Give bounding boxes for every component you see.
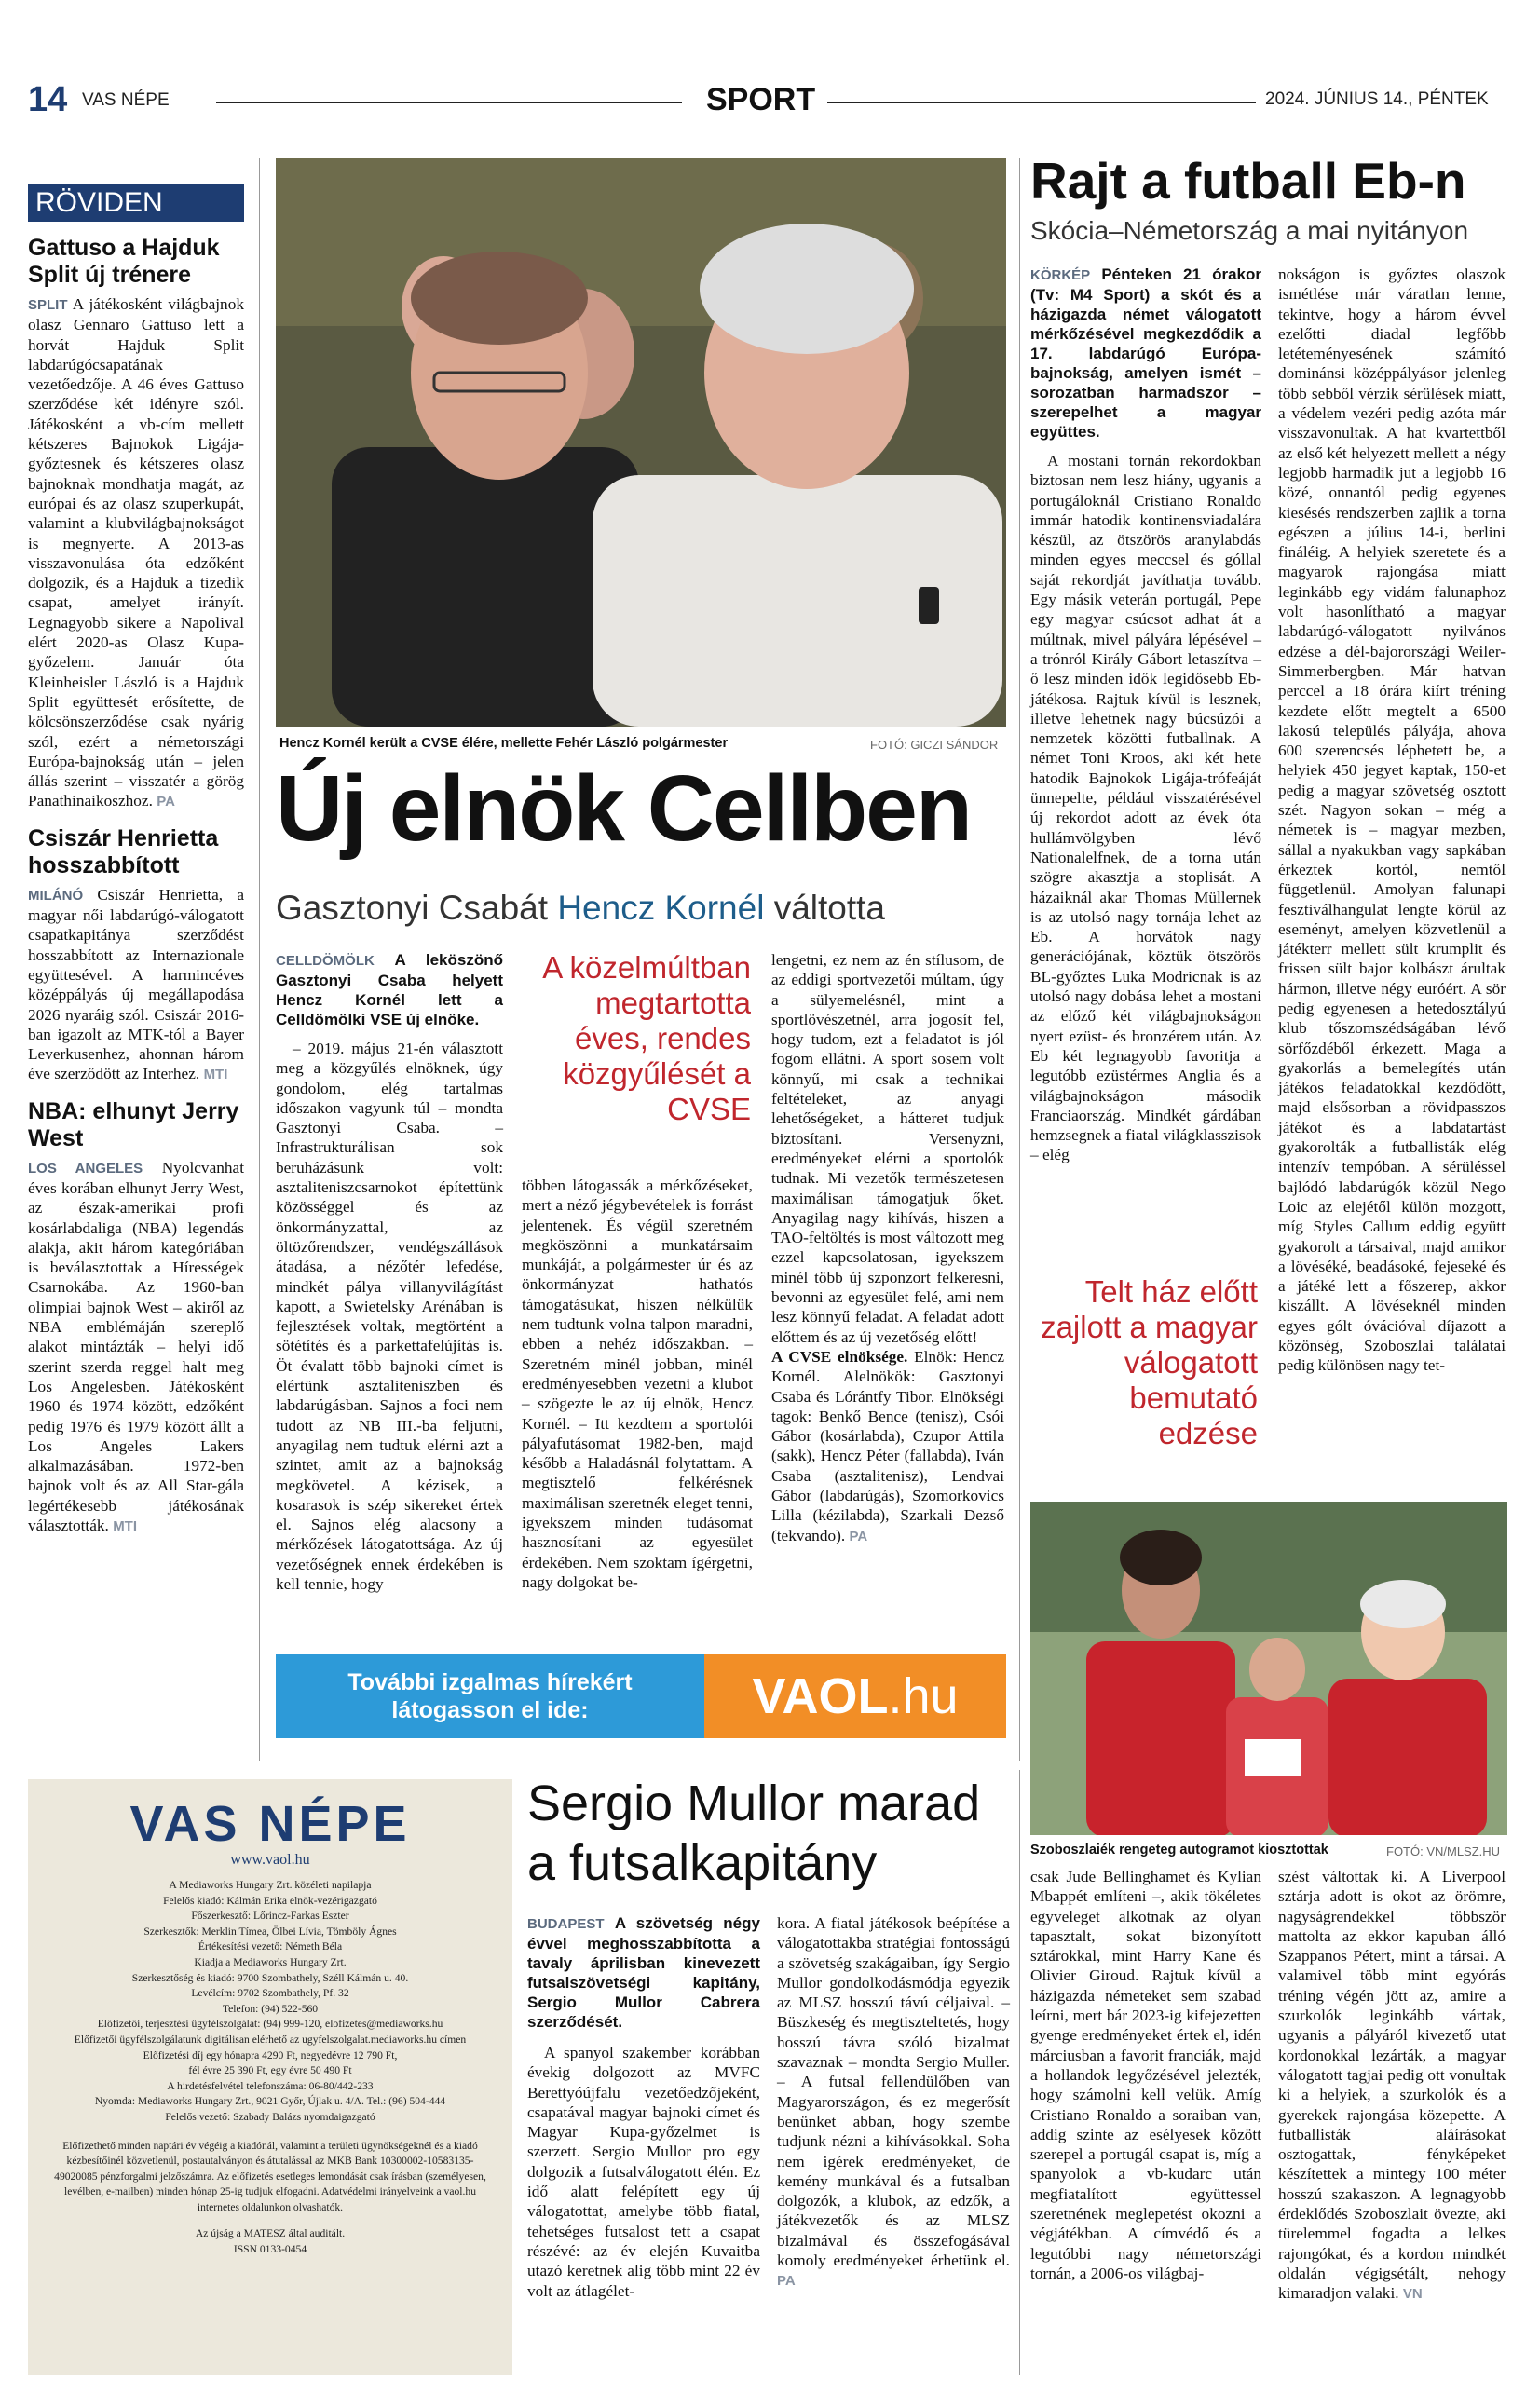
- futsal-lead: A szövetség négy évvel meghosszabbította a tavaly áprilisban kinevezett futsalszövetségi kapitány, Sergio Mullor Cabrera szerződését.: [527, 1914, 760, 2031]
- cell-col-3: [771, 950, 1004, 1546]
- imprint-line: Előfizetői, terjesztési ügyfélszolgálat: (94) 999-120, elofizetes@mediaworks.hu: [97, 2018, 443, 2031]
- euro-photo: [1030, 1502, 1507, 1835]
- paper-name: VAS NÉPE: [82, 90, 170, 110]
- cell-place: CELLDÖMÖLK: [276, 953, 375, 969]
- brief-text: Nyolcvanhat éves korában elhunyt Jerry West, az észak-amerikai profi kosárlabdaliga (NBA) legendás alakja, akit három kategóriában is beválasztottak a Hírességek Csarnokába. Az 1960-ban olimpiai bajnok West – akiről az NBA emblémáján szereplő alakot mintázták – helyi idő szerint szerda reggel halt meg Los Angelesben. Játékosként 1960 és 1974 között, edzőként pedig 1976 és 1979 között állt a Los Angeles Lakers alkalmazásában. 1972-ben bajnok volt és az All Star-gála legértékesebb játékosának választották.: [28, 1158, 244, 1535]
- imprint-line: Szerkesztők: Merklin Tímea, Ölbei Lívia, Tömböly Ágnes: [143, 1925, 397, 1938]
- section-title: SPORT: [706, 82, 816, 117]
- euro-col-3: [1030, 1867, 1261, 2283]
- brief-body: [28, 885, 244, 1085]
- cell-subhead-prefix: Gasztonyi Csabát: [276, 889, 558, 927]
- futsal-headline: Sergio Mullor marad a futsalkapitány: [527, 1775, 981, 1891]
- header-rule-right: [827, 102, 1256, 103]
- lower-divider: [1019, 1770, 1020, 2375]
- imprint-line: Előfizetési díj egy hónapra 4290 Ft, negyedévre 12 790 Ft,: [143, 2048, 398, 2061]
- brief-title: Csiszár Henrietta hosszabbított: [28, 824, 219, 878]
- imprint-line: Felelős kiadó: Kálmán Erika elnök-vezérigazgató: [163, 1894, 377, 1907]
- euro-col-4: [1278, 1867, 1506, 2305]
- vaol-banner[interactable]: [276, 1654, 1006, 1738]
- euro-source: VN: [1402, 2286, 1423, 2303]
- euro-place: KÖRKÉP: [1030, 267, 1091, 283]
- euro-col4-text: szést váltottak ki. A Liverpool sztárja adott is okot az örömre, nagyságrendekkel többször mattolta az ekkor kapuban álló Szappanos Pétert, mint a társai. A valamivel több mint egyórás tréning végén jött az, amire a szurkolók leginkább vártak, ugyanis a pályáról kivezető utat kordonokkal lezárták, a magyar válogatott tagjai pedig ott vonultak ki a helyiek, a szurkolók és a gyerekek rajongása közepette. A futballisták aláírásokat osztogattak, fényképeket készítettek a mintegy 100 méter hosszú szakaszon. A legnagyobb érdeklődés Szoboszlait övezte, aki türelemmel fogadta a lelkes rajongókat, és a kordon mindkét oldalán végigsétált, nehogy kimaradjon valaki.: [1278, 1868, 1506, 2303]
- page-number: 14: [28, 80, 68, 119]
- imprint-line: A Mediaworks Hungary Zrt. közéleti napilapja: [169, 1879, 372, 1891]
- imprint-line: Kiadja a Mediaworks Hungary Zrt.: [194, 1955, 347, 1968]
- euro-headline: Rajt a futball Eb-n: [1030, 152, 1466, 210]
- center-divider: [1019, 158, 1020, 1761]
- cell-source: PA: [849, 1528, 868, 1544]
- briefs-divider: [259, 158, 260, 1761]
- brief-source: MTI: [203, 1067, 228, 1083]
- euro-pullquote: Telt ház előtt zajlott a magyar válogatott bemutató edzése: [1041, 1274, 1258, 1450]
- brief-body: [28, 1158, 244, 1537]
- imprint-lines: [47, 1878, 494, 2126]
- vaol-brand: VAOL: [752, 1668, 889, 1724]
- euro-subhead: Skócia–Németország a mai nyitányon: [1030, 216, 1469, 245]
- vaol-brand-suffix: .hu: [888, 1668, 959, 1724]
- cell-col-1: [276, 950, 503, 1594]
- briefs-box-label: RÖVIDEN: [28, 184, 244, 222]
- imprint-logo: VAS NÉPE: [129, 1796, 411, 1852]
- brief-text: A játékosként világbajnok olasz Gennaro Gattuso lett a horvát Hajduk Split labdarúgócsapatának vezetőedzője. A 46 éves Gattuso szerződése két idényre szól. Játékosként a vb-cím mellett kétszeres Bajnokok Ligája-győztesnek és kétszeres olasz bajnoknak mondhatja magát, az európai és az olasz szuperkupát, valamint a klubvilágbajnokságot is megnyerte. A 2013-as visszavonulása óta edzőként dolgozik, és a Hajduk a tizedik csapat, amelyet irányít. Legnagyobb sikere a Napolival elért 2020-as Olasz Kupa-győzelem. Január óta Kleinheisler László is a Hajduk Split együttesét erősítette, de kölcsönszerződése csak nyárig szól, ezért a németországi Európa-bajnokság után – jelen állás szerint – visszatér a görög Panathinaikoszhoz.: [28, 295, 244, 810]
- imprint-box: [28, 1779, 512, 2375]
- euro-col-1: [1030, 265, 1261, 1165]
- vaol-banner-text: [276, 1654, 704, 1738]
- imprint-line: Felelős vezető: Szabady Balázs nyomdaigazgató: [165, 2110, 375, 2123]
- brief-place: MILÁNÓ: [28, 887, 84, 904]
- cell-headline: Új elnök Cellben: [276, 756, 971, 861]
- futsal-col-2: [777, 1913, 1010, 2292]
- cell-lead: A leköszönő Gasztonyi Csaba helyett Hencz Kornél lett a Celldömölki VSE új elnöke.: [276, 951, 503, 1028]
- imprint-para: Előfizethető minden naptári év végéig a kiadónál, valamint a területi ügynökségeknél és a kiadó kézbesítőinél közvetlenül, postautalványon és átutalással az MKB Bank 10300002-10583135-49020085 pénzforgalmi jelzőszámra. Az előfizetés esetleges lemondását csak írásban (személyesen, levélben, e-mailben) minden hónap 25-ig tudjuk elfogadni. Adatvédelmi irányelveink a vaol.hu internetes oldalunkon olvashatók.: [54, 2139, 486, 2213]
- imprint-line: A hirdetésfelvétel telefonszáma: 06-80/442-233: [167, 2079, 374, 2092]
- imprint-line: Nyomda: Mediaworks Hungary Zrt., 9021 Győr, Újlak u. 4/A. Tel.: (96) 504-444: [94, 2095, 446, 2108]
- futsal-source: PA: [777, 2273, 796, 2290]
- brief-text: Csiszár Henrietta, a magyar női labdarúgó-válogatott csapatkapitánya szerződést hosszabbított az Internazionale együttesével. A harmincéves középpályás új megállapodása 2026 nyaráig szól. Csiszár 2016-ban igazolt az MTK-tól a Bayer Leverkusenhez, ahonnan három éve szerződött az Interhez.: [28, 885, 245, 1083]
- photo-illustration: [1030, 1502, 1507, 1835]
- brief-place: LOS ANGELES: [28, 1160, 143, 1177]
- euro-photo-caption: Szoboszlaiék rengeteg autogramot kiosztottak: [1030, 1843, 1328, 1857]
- brief-3: [28, 1098, 244, 1537]
- futsal-col2-text: kora. A fiatal játékosok beépítése a válogatottakba stratégiai fontosságú a szövetség szakágaiban, így Sergio Mullor gondolkodásmódja egyezik az MLSZ hosszú távú céljaival. – Büszkeség és megtiszteltetés, hogy hosszú távra szóló bizalmat szavaznak – mondta Sergio Muller. – A futsal fellendülőben van Magyarországon, és ez megerősít benünket abban, hogy szembe tudjunk nézni a kihívásokkal. Soha nem igérek eredményeket, de kemény munkával és a futsalban dolgozók, a klubok, az edzők, a játékvezetők és az MLSZ bizalmával és összefogásával komoly eredményeket érhetünk el.: [777, 1914, 1010, 2270]
- vaol-banner-brand[interactable]: [704, 1654, 1006, 1738]
- imprint-line: Főszerkesztő: Lőrincz-Farkas Eszter: [191, 1910, 349, 1923]
- imprint-audit: Az újság a MATESZ által auditált.: [195, 2227, 346, 2240]
- cell-subhead-suffix: váltotta: [764, 889, 885, 927]
- euro-col-2: [1278, 265, 1506, 1376]
- brief-place: SPLIT: [28, 297, 68, 313]
- vaol-line1: További izgalmas hírekért: [347, 1669, 633, 1695]
- euro-col1-text: A mostani tornán rekordokban biztosan nem lesz hiány, ugyanis a portugáloknál Cristiano Ronaldo immár hatodik kontinensviadalára készül, az ötszörös aranylabdás minden egyes meccsel és góllal saját rekordját javíthatja tovább. Egy másik veterán portugál, Pepe egy magyar csúcsot adhat át a múltnak, mivel pályára lépésével – a trónról Király Gábort letaszítva – ő lesz minden idők legidősebb Eb-játékosa. Rajtuk kívül is lesznek, illetve lehetnek nagy búcsúzói a nemzetek közötti futballnak. A német Toni Kroos, aki két hete hatodik Bajnokok Ligája-trófeáját ünnepelte, például visszatérésével új rekordot adott az évek óta hullámvölgyben lévő Nationalelfnek, de a torna után szögre akasztja a stoplisát. A házaiknál akar Thomas Müllernek is az utolsó nagy tornája lehet az Eb. A horvátok nagy generációjának, köztük ötszörös BL-győztes Luka Modricnak is az utolsó nagy dobása lehet a mostani az előző két világbajnokságon nyert ezüst- és bronzérem után. Az Eb két legnagyobb favoritja a legutóbb ezüstérmes Anglia és a világbajnokságon második Franciaország. Mindkét gárdában hemzsegnek a fiatal világklasszisok – elég: [1030, 452, 1261, 1164]
- cell-board-text: Elnök: Hencz Kornél. Alelnökök: Gasztonyi Csaba és Lórántfy Tibor. Elnökségi tagok: Benkő Bence (tenisz), Csói Gábor (kosárlabda), Czupor Attila (sakk), Hencz Péter (fallabda), Iván Csaba (asztalitenisz), Lendvai Gábor (labdarúgás), Szomorkovics Lilla (kézilabda), Szarkali Dezső (tekvando).: [771, 1347, 1004, 1544]
- imprint-line: Levélcím: 9702 Szombathely, Pf. 32: [191, 1987, 349, 2000]
- page-date: 2024. JÚNIUS 14., PÉNTEK: [1265, 89, 1489, 109]
- cell-subhead: [276, 889, 885, 928]
- brief-title: Gattuso a Hajduk Split új trénere: [28, 235, 220, 288]
- cell-photo-caption: Hencz Kornél került a CVSE élére, mellette Fehér László polgármester: [279, 736, 729, 751]
- euro-lead: Pénteken 21 órakor (Tv: M4 Sport) a skót és a házigazda német válogatott mérkőzésével megkezdődik a 17. labdarúgó Európa-bajnokság, amelyen ismét – sorozatban harmadszor – szerepelhet a magyar együttes.: [1030, 265, 1261, 441]
- imprint-line: Értékesítési vezető: Németh Béla: [198, 1940, 343, 1953]
- brief-source: PA: [157, 794, 175, 810]
- imprint-line: Telefon: (94) 522-560: [222, 2002, 319, 2015]
- cell-photo-credit: FOTÓ: GICZI SÁNDOR: [870, 738, 999, 752]
- imprint-line: Előfizetői ügyfélszolgálatunk digitálisan elérhető az ugyfelszolgalat.mediaworks.hu címen: [74, 2033, 467, 2046]
- imprint-issn: ISSN 0133-0454: [233, 2243, 307, 2256]
- cell-subhead-highlight: Hencz Kornél: [557, 889, 765, 927]
- briefs-column: [28, 184, 244, 1536]
- brief-1: [28, 235, 244, 812]
- euro-photo-credit: FOTÓ: VN/MLSZ.HU: [1386, 1844, 1501, 1858]
- brief-body: [28, 294, 244, 812]
- cell-col-2: [522, 1176, 753, 1592]
- vaol-line2: látogasson el ide:: [391, 1697, 589, 1723]
- brief-source: MTI: [113, 1518, 138, 1535]
- futsal-col1-text: A spanyol szakember korábban évekig dolgozott az MVFC Berettyóújfalu vezetőedzőjeként, csapatával magyar bajnoki címet és Magyar Kupa-győzelmet is szerzett. Sergio Mullor pro egy dolgozik a futsalválogatott élén. Ez idő alatt felépített egy új válogatottat, amelybe több fiatal, tehetséges futsalost tett a csapat részévé: az év elején Kuvaitba utazó keretnek alig több mint 22 év volt az átlagélet-: [527, 2044, 760, 2300]
- cell-pullquote: A közelmúltban megtartotta éves, rendes közgyűlését a CVSE: [542, 950, 751, 1126]
- futsal-col-1: [527, 1913, 760, 2301]
- cell-photo: [276, 158, 1006, 727]
- photo-illustration: [276, 158, 1006, 727]
- euro-col2-text: nokságon is győztes olaszok ismétlése már váratlan lenne, tekintve, hogy a három évvel ezelőtti diadal legfőbb letéteményesének számító dominánsi középpályásor jelenleg több sebből vérzik sérülések miatt, a védelem vezéri pedig azóta már visszavonultak. A hat kvartettből az első két helyezett mellett a négy legjobb harmadik jut a legjobb 16 közé, onnantól pedig egyenes kiesésés rendszerben zajlik a torna egészen a július 14-i, berlini fináléig. A helyiek szeretete és a magyarok rajongása miatt leginkább egy vidám falunaphoz volt hasonlítható a magyar labdarúgó-válogatott nyilvános edzése a dél-bajorországi Weiler-Simmerbergben. Már hatvan perccel a 18 órára kiírt tréning kezdete előtt megtelt a 6500 lakosú település pályája, ahova 600 szerencsés léphetett be, a helyiek 450 jegyet kaptak, 150-et pedig a magyar szövetség osztott szét. Nagyon sokan – még a németek is – magyar mezben, sállal a nyakukban vagy sapkában érkeztek kortól, nemtől függetlenül. Amolyan falunapi fesztiválhangulat lengte körül az eseményt, amelyen közvetlenül a játékterr mellett sült krumplit és frissen sült bajor kolbászt árultak hármon, illetve négy euróért. A sör pedig egyenesen a hetedosztályú klub tőszomszédságában lévő sörfőzdéből érkezett. Maga a gyakorlás a bemelegítés után játékos feladatokkal kezdődött, majd elsősorban a rövidpasszos játékot és a labdatartást gyakorolták a futballisták elég intenzív tempóban. A sérüléssel bajlódó labdarúgók közül Nego Loic az elejétől külön mozgott, míg Styles Callum eddig együtt gyakorolt a társaival, majd amikor a lövéséké, beadásoké, fejeseké és a játéké lett a főszerep, akkor kiszállt. A lövéseknél minden egyes gólt óvációval díjazott a közönség, Szoboszlai találatai pedig különösen nagy tet-: [1278, 265, 1506, 1375]
- cell-col1-text: – 2019. május 21-én választott meg a közgyűlés elnöknek, úgy gondolom, elég tartalmas időszakon vagyunk túl – mondta Gasztonyi Csaba. – Infrastrukturálisan sok beruházásunk volt: asztaliteniszcsarnokot építettünk közösséggel és az önkormányzattal, az öltözőrendszer, vendégszállások átadása, a nézőtér lefedése, mindkét pálya villanyvilágítást kapott, a Swietelsky Arénában is fejlesztések voltak, megtörtént a sötétítés és a parkettafelújítás is. Öt évalatt több bajnoki címet is elértünk asztaliteniszben és labdarúgásban. Sajnos a foci nem tudott az NB III.-ba feljutni, anyagilag nem tudtuk elérni azt a szintet, amit az a bajnokság megkövetel. A kézisek, a kosarasok is szép sikereket értek el. Sajnos elég alacsony a mérkőzések látogatottsága. Az új vezetőségnek ennek érdekében is kell tennie, hogy: [276, 1040, 503, 1594]
- brief-title: NBA: elhunyt Jerry West: [28, 1097, 239, 1151]
- cell-col2-text: többen látogassák a mérkőzéseket, mert a néző jégybevételek is forrást jelentenek. És végül szeretném megköszönni a munkatársaim munkáját, a polgármester úr és az önkormányzat hathatós támogatásukat, hiszen nélkülük nem tudtunk volna talpon maradni, ebben a nehéz időszakban. – Szeretném minél jobban, minél eredményesebben vezetni a klubot – szögezte le az új elnök, Hencz Kornél. – Itt kezdtem a sportolói pályafutásomat 1982-ben, majd később a Haladásnál folytattam. A megtisztelő felkérésnek maximálisan szeretnék eleget tenni, igyekszem minden tudásomat hasznosítani az egyesület érdekében. Nem szoktam ígérgetni, nagy dolgokat be-: [522, 1177, 753, 1591]
- imprint-line: Szerkesztőség és kiadó: 9700 Szombathely, Széll Kálmán u. 40.: [131, 1971, 409, 1984]
- cell-board-title: A CVSE elnöksége.: [771, 1347, 908, 1366]
- header-rule-left: [216, 102, 682, 103]
- brief-2: [28, 825, 244, 1085]
- imprint-url: www.vaol.hu: [230, 1852, 310, 1868]
- euro-col3-text: csak Jude Bellinghamet és Kylian Mbappét említeni –, akik tökéletes egyveleget alkotnak az olyan tapasztalt, sokat bizonyított sztárokkal, mint Harry Kane és Olivier Giroud. Rajtuk kívül a házigazda németeket sem szabad leírni, mert bár 2023-ig kifejezetten gyenge eredményeket értek el, idén márciusban a favorit franciák, majd a hollandok legyőzésével jelezték, hogy számolni kell velük. Amíg Cristiano Ronaldo a soraiban van, addig szinte az esélyesek között szerepel a portugál csapat is, míg a spanyolok a vb-kudarc után megfiatalított együttessel szeretnének meglepetést okozni a végjátékban. A címvédő és a legutóbbi nagy németországi tornán, a 2006-os világbaj-: [1030, 1868, 1261, 2282]
- futsal-place: BUDAPEST: [527, 1916, 605, 1932]
- cell-col3-text: lengetni, ez nem az én stílusom, de az eddigi sportvezetői múltam, úgy a sülyemelésnél, mint a sportlövészetnél, arra jogosít fel, hogy tudom, ezt a feladatot is jól fogom ellátni. A sport sosem volt könnyű, mi csak a technikai feltételeket, az anyagi lehetőségeket, a hátteret tudjuk biztosítani. Versenyzni, eredményeket elérni a sportolók tudnak. Mi vezetők természetesen maximálisan támogatjuk őket. Anyagilag nagy kihívás, hiszen a TAO-feltöltés is most változott meg ezzel kapcsolatosan, igyekszem minél több új szponzort felkeresni, bevonni az egyesület felé, ami nem lesz könnyű feladat. A feladat adott előttem és az új vezetőség előtt!: [771, 951, 1004, 1346]
- imprint-line: fél évre 25 390 Ft, egy évre 50 490 Ft: [188, 2064, 352, 2077]
